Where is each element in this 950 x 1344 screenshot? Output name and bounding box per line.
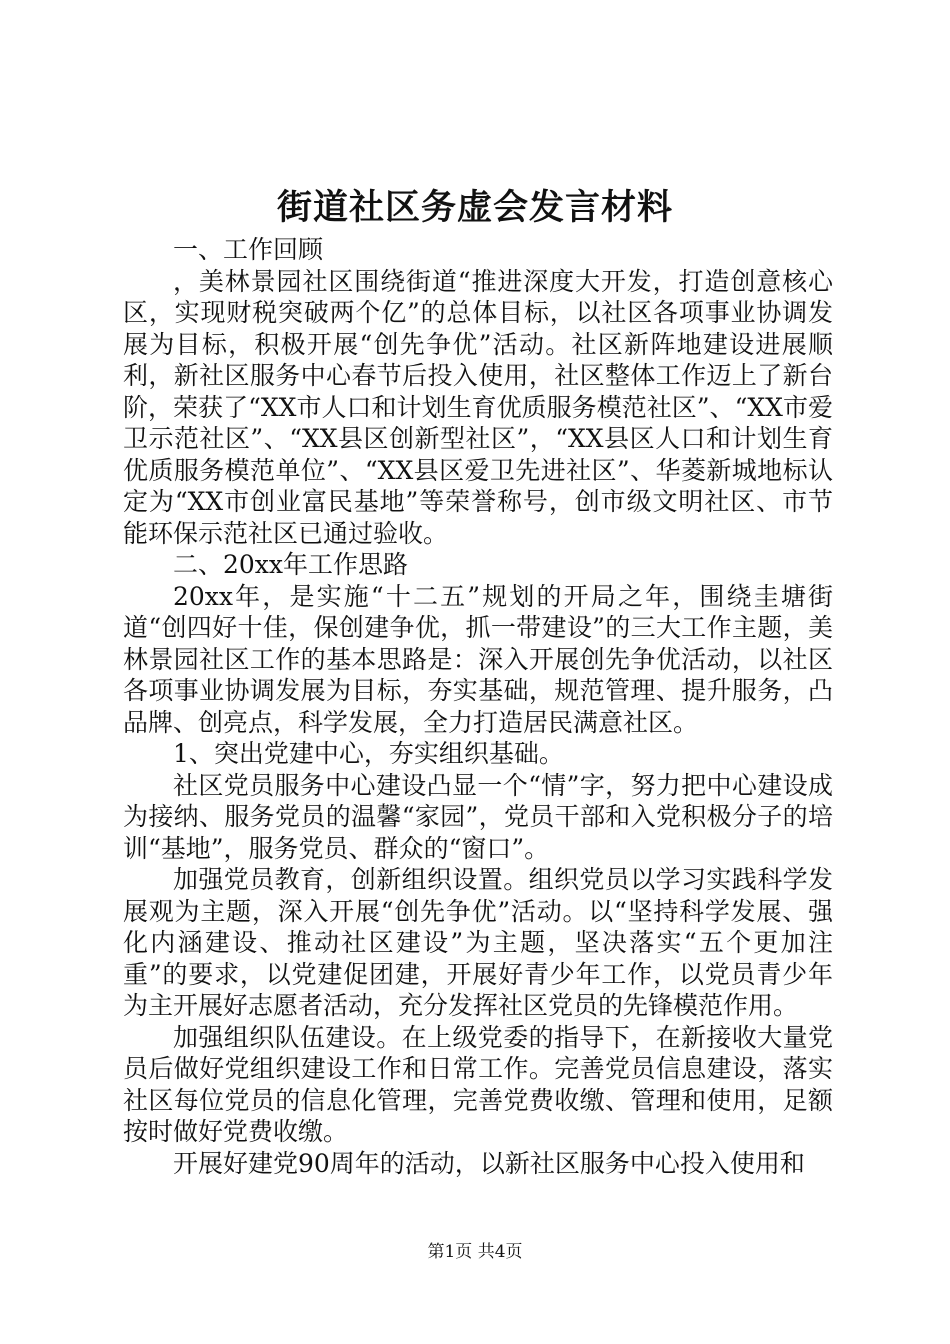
document-title: 街道社区务虚会发言材料 bbox=[276, 187, 673, 228]
paragraph-service-center: 社区党员服务中心建设凸显一个“情”字，努力把中心建设成为接纳、服务党员的温馨“家园”，党员干部和入党积极分子的培训“基地”，服务党员、群众的“窗口”。 bbox=[123, 770, 833, 863]
section-heading-plan: 二、20xx年工作思路 bbox=[173, 550, 409, 579]
paragraph-party-education: 加强党员教育，创新组织设置。组织党员以学习实践科学发展观为主题，深入开展“创先争优”活动。以“坚持科学发展、强化内涵建设、推动社区建设”为主题，坚决落实“五个更加注重”的要求，以党建促团建，开展好青少年工作，以党员青少年为主开展好志愿者活动，充分发挥社区党员的先锋模范作用。 bbox=[123, 865, 833, 1020]
page-number-footer: 第1页 共4页 bbox=[427, 1242, 523, 1262]
document-body bbox=[123, 234, 833, 1179]
paragraph-review: ，美林景园社区围绕街道“推进深度大开发，打造创意核心区，实现财税突破两个亿”的总体目标，以社区各项事业协调发展为目标，积极开展“创先争优”活动。社区新阵地建设进展顺利，新社区服务中心春节后投入使用，社区整体工作迈上了新台阶，荣获了“XX市人口和计划生育优质服务模范社区”、“XX市爱卫示范社区”、“XX县区创新型社区”，“XX县区人口和计划生育优质服务模范单位”、“XX县区爱卫先进社区”、华菱新城地标认定为“XX市创业富民基地”等荣誉称号，创市级文明社区、市节能环保示范社区已通过验收。 bbox=[123, 266, 833, 548]
paragraph-team-building: 加强组织队伍建设。在上级党委的指导下，在新接收大量党员后做好党组织建设工作和日常工作。完善党员信息建设，落实社区每位党员的信息化管理，完善党费收缴、管理和使用，足额按时做好党费收缴。 bbox=[123, 1022, 833, 1146]
paragraph-anniversary: 开展好建党90周年的活动，以新社区服务中心投入使用和 bbox=[173, 1148, 805, 1178]
section-heading-review: 一、工作回顾 bbox=[173, 235, 324, 264]
paragraph-plan: 20xx年，是实施“十二五”规划的开局之年，围绕圭塘街道“创四好十佳，保创建争优，抓一带建设”的三大工作主题，美林景园社区工作的基本思路是：深入开展创先争优活动，以社区各项事业协调发展为目标，夯实基础，规范管理、提升服务，凸品牌、创亮点，科学发展，全力打造居民满意社区。 bbox=[123, 581, 833, 737]
subheading-party-building: 1、突出党建中心，夯实组织基础。 bbox=[173, 739, 564, 768]
